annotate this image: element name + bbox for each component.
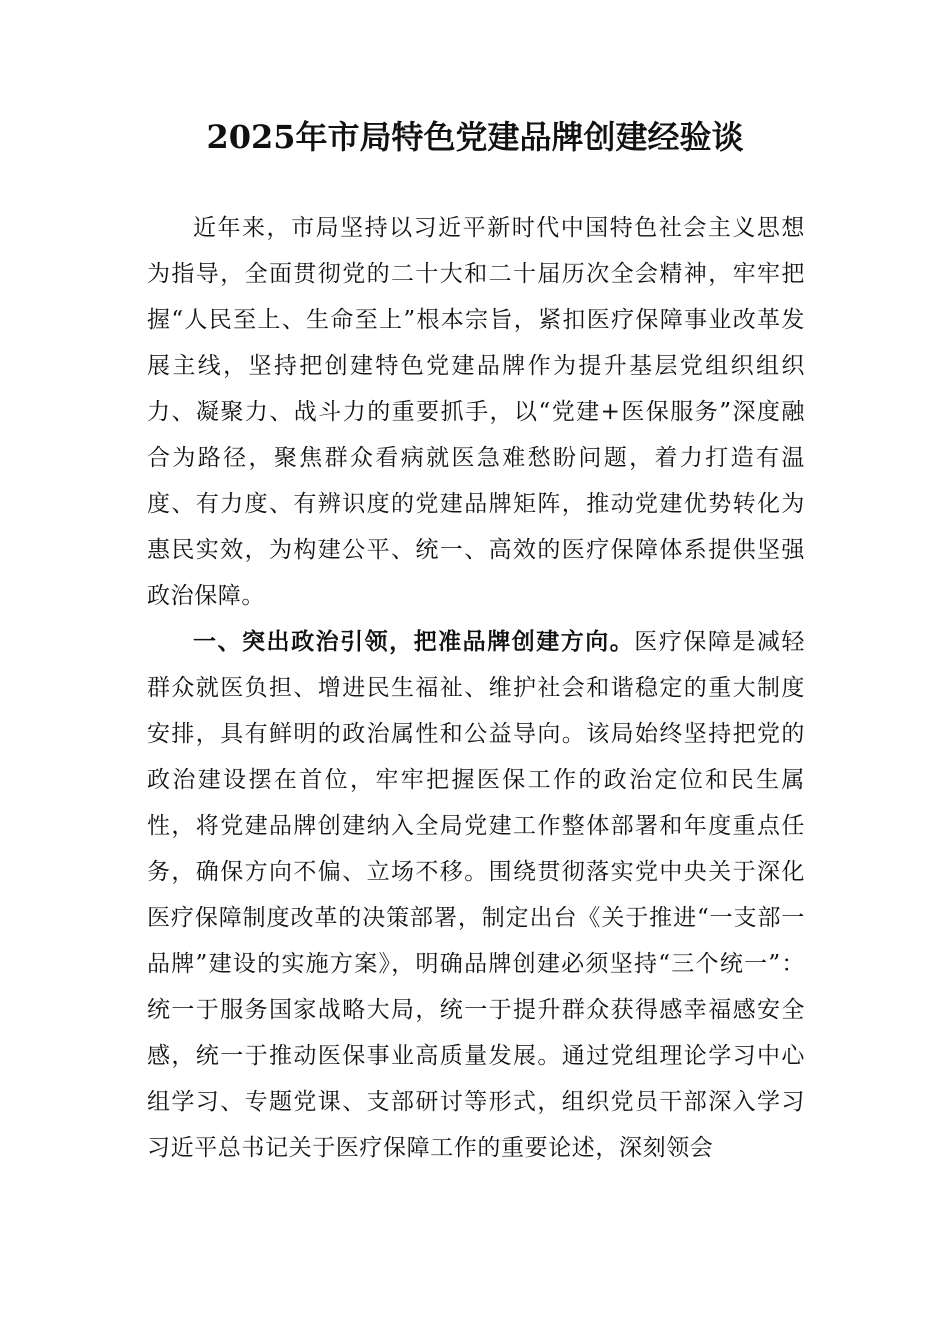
- document-title: 2025年市局特色党建品牌创建经验谈: [206, 118, 744, 156]
- intro-paragraph: [147, 205, 805, 619]
- document-body: [147, 205, 805, 1171]
- section-one-heading: 一、突出政治引领，把准品牌创建方向。: [193, 629, 635, 655]
- section-one-paragraph: [147, 619, 805, 1171]
- intro-paragraph-text: 近年来，市局坚持以习近平新时代中国特色社会主义思想为指导，全面贯彻党的二十大和二十届历次全会精神，牢牢把握“人民至上、生命至上”根本宗旨，紧扣医疗保障事业改革发展主线，坚持把创建特色党建品牌作为提升基层党组织组织力、凝聚力、战斗力的重要抓手，以“党建+医保服务”深度融合为路径，聚焦群众看病就医急难愁盼问题，着力打造有温度、有力度、有辨识度的党建品牌矩阵，推动党建优势转化为惠民实效，为构建公平、统一、高效的医疗保障体系提供坚强政治保障。: [147, 215, 805, 609]
- section-one-text: 医疗保障是减轻群众就医负担、增进民生福祉、维护社会和谐稳定的重大制度安排，具有鲜明的政治属性和公益导向。该局始终坚持把党的政治建设摆在首位，牢牢把握医保工作的政治定位和民生属性，将党建品牌创建纳入全局党建工作整体部署和年度重点任务，确保方向不偏、立场不移。围绕贯彻落实党中央关于深化医疗保障制度改革的决策部署，制定出台《关于推进“一支部一品牌”建设的实施方案》，明确品牌创建必须坚持“三个统一”：统一于服务国家战略大局，统一于提升群众获得感幸福感安全感，统一于推动医保事业高质量发展。通过党组理论学习中心组学习、专题党课、支部研讨等形式，组织党员干部深入学习习近平总书记关于医疗保障工作的重要论述，深刻领会: [147, 629, 805, 1161]
